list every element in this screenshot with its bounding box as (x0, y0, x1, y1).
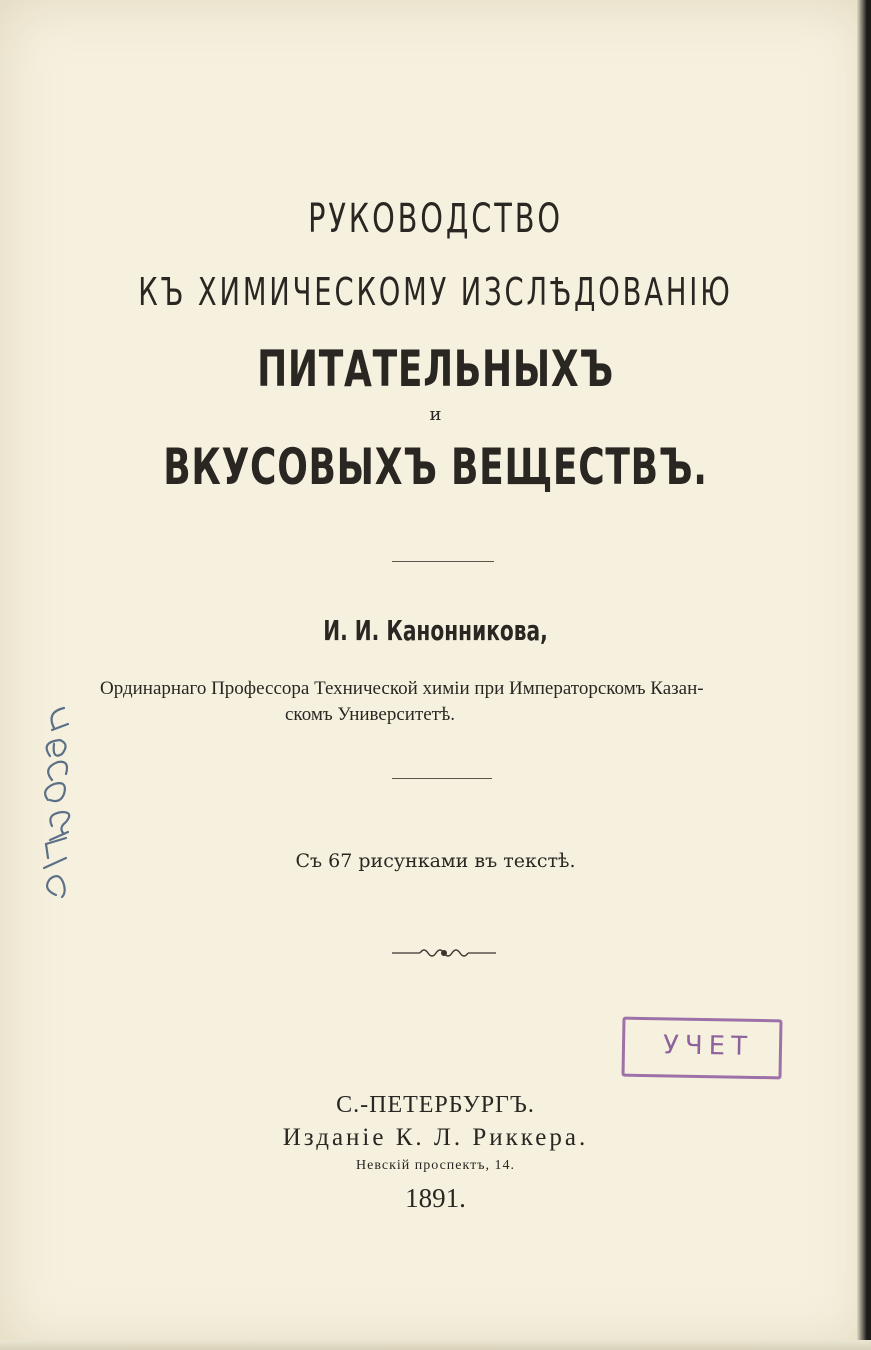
title-line-2: КЪ ХИМИЧЕСКОМУ ИЗСЛѢДОВАНІЮ (138, 270, 733, 314)
title-line-4: ВКУСОВЫХЪ ВЕЩЕСТВЪ. (163, 438, 708, 496)
title-conjunction: и (429, 404, 442, 425)
page-bottom-edge (0, 1340, 871, 1350)
divider-rule (392, 778, 492, 779)
imprint-address: Невскій проспектъ, 14. (356, 1158, 515, 1173)
handwritten-shelfmark (34, 700, 94, 900)
author-affiliation (100, 676, 790, 728)
library-stamp (621, 1017, 782, 1080)
imprint-year: 1891. (405, 1183, 466, 1213)
divider-rule (392, 561, 494, 562)
illustrations-note: Съ 67 рисунками въ текстѣ. (295, 850, 576, 872)
affiliation-line-1: Ординарнаго Профессора Технической химіи при Императорскомъ Казан- (100, 678, 704, 699)
ornament-divider-icon (392, 943, 496, 963)
imprint-publisher: Изданіе К. Л. Риккера. (282, 1124, 589, 1151)
stamp-text: УЧЕТ (662, 1030, 754, 1062)
imprint-city: С.-ПЕТЕРБУРГЪ. (336, 1092, 535, 1118)
title-line-3: ПИТАТЕЛЬНЫХЪ (257, 340, 614, 398)
affiliation-line-2: скомъ Университетѣ. (285, 704, 456, 725)
author-name: И. И. Канонникова, (323, 614, 548, 647)
title-line-1: РУКОВОДСТВО (308, 196, 563, 242)
